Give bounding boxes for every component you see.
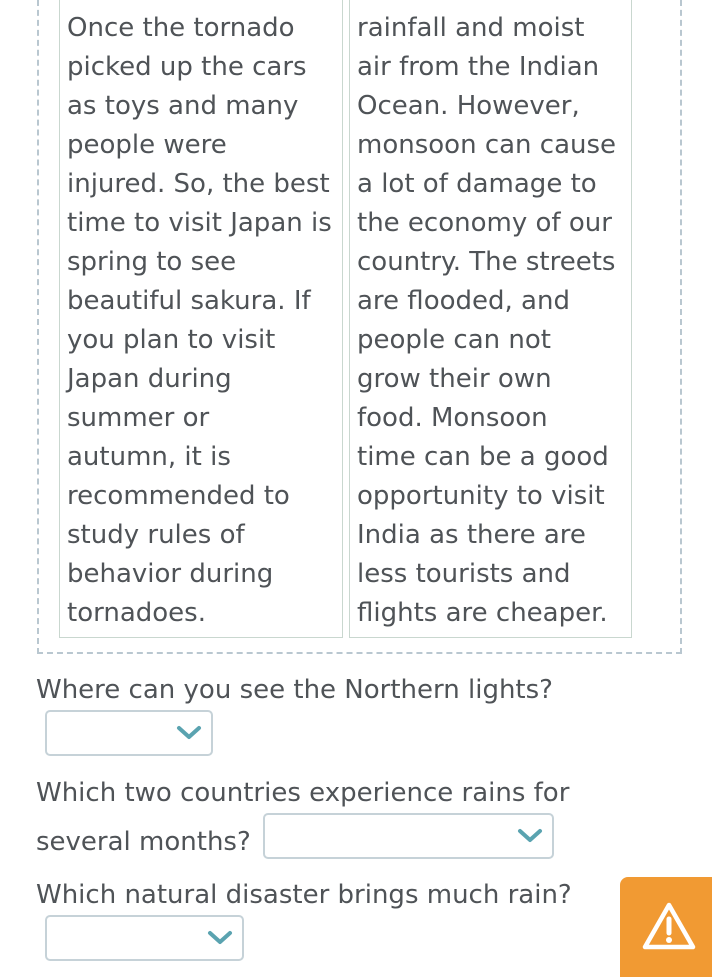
japan-text-line: you plan to visit — [67, 325, 276, 355]
india-text-line: a lot of damage to — [357, 169, 597, 199]
japan-text-line: injured. So, the best — [67, 169, 330, 199]
japan-text-line: behavior during — [67, 559, 274, 589]
japan-text-line: as toys and many — [67, 91, 299, 121]
text-card-india-body — [357, 9, 616, 633]
chevron-down-icon — [516, 826, 544, 846]
japan-text-line: autumn, it is — [67, 442, 231, 472]
report-problem-button[interactable] — [620, 877, 712, 977]
text-card-japan-body — [67, 9, 332, 633]
chevron-down-icon — [175, 723, 203, 743]
warning-icon — [642, 901, 696, 951]
india-text-line: are flooded, and — [357, 286, 570, 316]
japan-text-line: tornadoes. — [67, 598, 206, 628]
india-text-line: time can be a good — [357, 442, 609, 472]
question-rain-countries-line2: several months? — [36, 827, 251, 857]
question-northern-lights: Where can you see the Northern lights? — [36, 675, 553, 705]
japan-text-line: recommended to — [67, 481, 290, 511]
japan-text-line: study rules of — [67, 520, 245, 550]
india-text-line: people can not — [357, 325, 551, 355]
text-card-india — [349, 0, 632, 638]
india-text-line: India as there are — [357, 520, 586, 550]
japan-text-line: Once the tornado — [67, 13, 295, 43]
india-text-line: rainfall and moist — [357, 13, 585, 43]
japan-text-line: picked up the cars — [67, 52, 307, 82]
japan-text-line: Japan during — [67, 364, 232, 394]
question-rain-countries-line1: Which two countries experience rains for — [36, 778, 570, 808]
japan-text-line: summer or — [67, 403, 210, 433]
northern-lights-dropdown[interactable] — [45, 710, 213, 756]
natural-disaster-dropdown[interactable] — [45, 915, 244, 961]
text-card-japan — [59, 0, 343, 638]
india-text-line: food. Monsoon — [357, 403, 548, 433]
chevron-down-icon — [206, 928, 234, 948]
india-text-line: flights are cheaper. — [357, 598, 608, 628]
japan-text-line: spring to see — [67, 247, 237, 277]
japan-text-line: time to visit Japan is — [67, 208, 332, 238]
japan-text-line: beautiful sakura. If — [67, 286, 311, 316]
india-text-line: air from the Indian — [357, 52, 600, 82]
india-text-line: country. The streets — [357, 247, 616, 277]
india-text-line: the economy of our — [357, 208, 612, 238]
rain-countries-dropdown[interactable] — [263, 813, 554, 859]
india-text-line: grow their own — [357, 364, 552, 394]
question-natural-disaster: Which natural disaster brings much rain? — [36, 880, 572, 910]
india-text-line: monsoon can cause — [357, 130, 617, 160]
india-text-line: Ocean. However, — [357, 91, 580, 121]
japan-text-line: people were — [67, 130, 227, 160]
india-text-line: less tourists and — [357, 559, 571, 589]
india-text-line: opportunity to visit — [357, 481, 605, 511]
